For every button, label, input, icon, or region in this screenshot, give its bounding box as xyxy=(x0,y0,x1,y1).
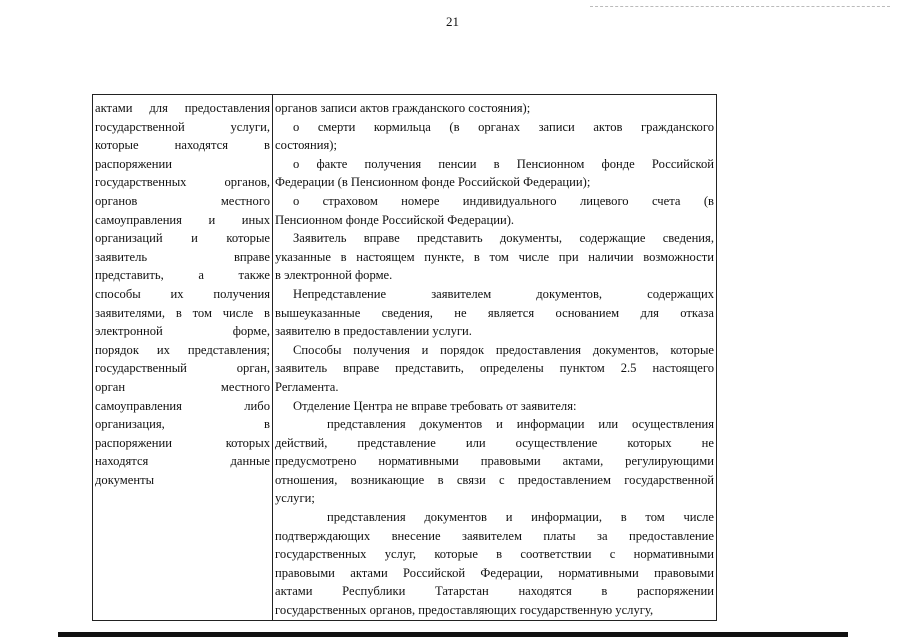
left-column-line: самоуправления и иных xyxy=(95,212,270,227)
left-column-line: актами для предоставления xyxy=(95,101,270,115)
right-column-line: Пенсионном фонде Российской Федерации). xyxy=(275,212,515,227)
left-column-line: организация, в xyxy=(95,417,270,432)
left-column-line: государственных органов, xyxy=(95,175,270,190)
document-table xyxy=(92,94,717,621)
right-column-line: Отделение Центра не вправе требовать от заявителя: xyxy=(293,398,577,413)
right-column-line: правовыми актами Российской Федерации, нормативными правовыми xyxy=(275,565,714,580)
left-column-line: организаций и которые xyxy=(95,231,270,246)
left-column-line: органов местного xyxy=(95,193,270,208)
left-column-line: государственный орган, xyxy=(95,361,270,376)
table-row xyxy=(93,95,717,621)
right-column-line: предусмотрено нормативными правовыми актами, регулирующими xyxy=(275,454,714,469)
left-column-line: заявитель вправе xyxy=(95,249,270,264)
left-column-line: распоряжении которых xyxy=(95,435,270,450)
right-column-line: о страховом номере индивидуального лицевого счета (в xyxy=(293,193,714,208)
right-column-line: органов записи актов гражданского состояния); xyxy=(275,101,531,115)
right-column-line: заявитель вправе представить, определены пунктом 2.5 настоящего xyxy=(275,361,714,376)
right-column-line: государственных услуг, которые в соответствии с нормативными xyxy=(275,547,714,562)
left-column-line: которые находятся в xyxy=(95,138,270,153)
right-column-line: заявителю в предоставлении услуги. xyxy=(275,324,472,339)
left-column-line: документы xyxy=(95,472,155,487)
left-column-line: представить, а также xyxy=(95,268,270,283)
left-column-line: порядок их представления; xyxy=(95,342,270,357)
bottom-scan-border xyxy=(58,632,848,637)
right-column-line: Федерации (в Пенсионном фонде Российской Федерации); xyxy=(275,175,591,190)
left-column-cell xyxy=(93,95,273,621)
right-column-line: Способы получения и порядок предоставления документов, которые xyxy=(293,342,714,357)
right-column-line: услуги; xyxy=(275,491,315,506)
right-column-line: государственных органов, предоставляющих государственную услугу, xyxy=(275,603,654,618)
page-number: 21 xyxy=(446,14,459,29)
right-column-line: о смерти кормильца (в органах записи актов гражданского xyxy=(293,119,714,134)
right-column-line: о факте получения пенсии в Пенсионном фонде Российской xyxy=(293,156,714,171)
left-column-line: государственной услуги, xyxy=(95,119,270,134)
right-column-line: отношения, возникающие в связи с предоставлением государственной xyxy=(275,472,714,487)
left-column-line: распоряжении xyxy=(95,156,172,171)
right-column-line: действий, представление или осуществление которых не xyxy=(275,435,714,450)
right-column-line: подтверждающих внесение заявителем платы за предоставление xyxy=(275,528,714,543)
right-column-cell xyxy=(273,95,717,621)
right-column-line: представления документов и информации, в том числе xyxy=(327,510,714,525)
left-column-line: электронной форме, xyxy=(95,324,270,339)
right-column-line: Непредставление заявителем документов, содержащих xyxy=(293,286,714,301)
left-column-line: заявителями, в том числе в xyxy=(95,305,270,320)
left-column-line: самоуправления либо xyxy=(95,398,270,413)
right-column-line: указанные в настоящем пункте, в том числе при наличии возможности xyxy=(275,249,714,264)
left-column-line: орган местного xyxy=(95,379,270,394)
right-column-line: представления документов и информации или осуществления xyxy=(327,417,714,432)
right-column-line: в электронной форме. xyxy=(275,268,393,283)
right-column-line: актами Республики Татарстан находятся в распоряжении xyxy=(275,584,714,599)
scan-artifact-line xyxy=(590,6,890,7)
left-column-line: способы их получения xyxy=(95,286,270,301)
right-column-line: вышеуказанные сведения, не является основанием для отказа xyxy=(275,305,714,320)
left-column-line: находятся данные xyxy=(95,454,270,469)
right-column-line: состояния); xyxy=(275,138,337,153)
right-column-line: Регламента. xyxy=(275,379,339,394)
right-column-line: Заявитель вправе представить документы, содержащие сведения, xyxy=(293,231,714,246)
